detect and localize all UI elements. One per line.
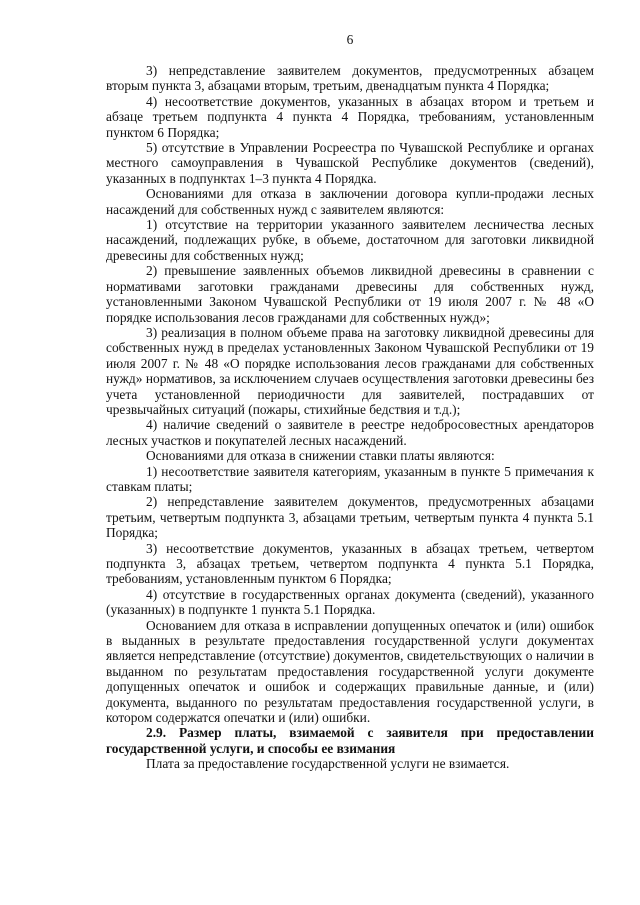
closing-paragraph: Плата за предоставление государственной услуги не взимается. [146, 756, 510, 772]
paragraph: 3) реализация в полном объеме права на заготовку ликвидной древесины для собственных нужд в пределах установленных Законом Чувашской Республики от 19 июля 2007 г. № 48 «О порядке использования лесов гражданами для собственных нужд» нормативов, за исключением случаев осуществления заготовки древесины без учета установленной периодичности для заявителей, пострадавших от чрезвычайных ситуаций (пожары, стихийные бедствия и т.д.); [106, 324, 594, 417]
page-number: 6 [346, 32, 354, 47]
paragraph: Основаниями для отказа в заключении договора купли-продажи лесных насаждений для собственных нужд с заявителем являются: [106, 186, 594, 217]
paragraph: 1) несоответствие заявителя категориям, указанным в пункте 5 примечания к ставкам платы; [106, 463, 594, 494]
section-heading: 2.9. Размер платы, взимаемой с заявителя при предоставлении государственной услуги, и способы ее взимания [106, 725, 594, 756]
paragraph: 2) превышение заявленных объемов ликвидной древесины в сравнении с нормативами заготовки гражданами древесины для собственных нужд, установленными Законом Чувашской Республики от 19 июля 2007 г. № 48 «О порядке использования лесов гражданами для собственных нужд»; [106, 263, 594, 325]
document-page [106, 32, 594, 772]
paragraph: 4) отсутствие в государственных органах документа (сведений), указанного (указанных) в подпункте 1 пункта 5.1 Порядка. [106, 586, 594, 618]
paragraph: 5) отсутствие в Управлении Росреестра по Чувашской Республике и органах местного самоуправления в Чувашской Республике документов (сведений), указанных в подпунктах 1–3 пункта 4 Порядка. [106, 140, 594, 186]
paragraph: 4) наличие сведений о заявителе в реестре недобросовестных арендаторов лесных участков и покупателей лесных насаждений. [106, 417, 594, 448]
paragraph: 4) несоответствие документов, указанных в абзацах втором и третьем и абзаце третьем подпункта 4 пункта 4 Порядка, требованиям, установленным пунктом 6 Порядка; [106, 93, 594, 140]
paragraph: 3) непредставление заявителем документов, предусмотренных абзацем вторым пункта 3, абзацами вторым, третьим, двенадцатым пункта 4 Порядка; [106, 63, 594, 94]
paragraph: 1) отсутствие на территории указанного заявителем лесничества лесных насаждений, подлежащих рубке, в объеме, достаточном для заготовки ликвидной древесины для собственных нужд; [106, 217, 594, 263]
paragraph: Основаниями для отказа в снижении ставки платы являются: [146, 448, 495, 464]
paragraph: 2) непредставление заявителем документов, предусмотренных абзацами третьим, четвертым подпункта 3, абзацами третьим, четвертым пункта 4 пункта 5.1 Порядка; [106, 494, 594, 541]
paragraph: Основанием для отказа в исправлении допущенных опечаток и (или) ошибок в выданных в результате предоставления государственной услуги документах является непредставление (отсутствие) документов, свидетельствующих о наличии в выданном по результатам предоставления государственной услуги документе допущенных опечаток и ошибок и содержащих правильные данные, и (или) документа, выданного по результатам предоставления государственной услуги, в котором содержатся опечатки и (или) ошибки. [106, 617, 594, 726]
paragraph: 3) несоответствие документов, указанных в абзацах третьем, четвертом подпункта 3, абзацах третьем, четвертом подпункта 4 пункта 5.1 Порядка, требованиям, установленным пунктом 6 Порядка; [106, 540, 594, 587]
